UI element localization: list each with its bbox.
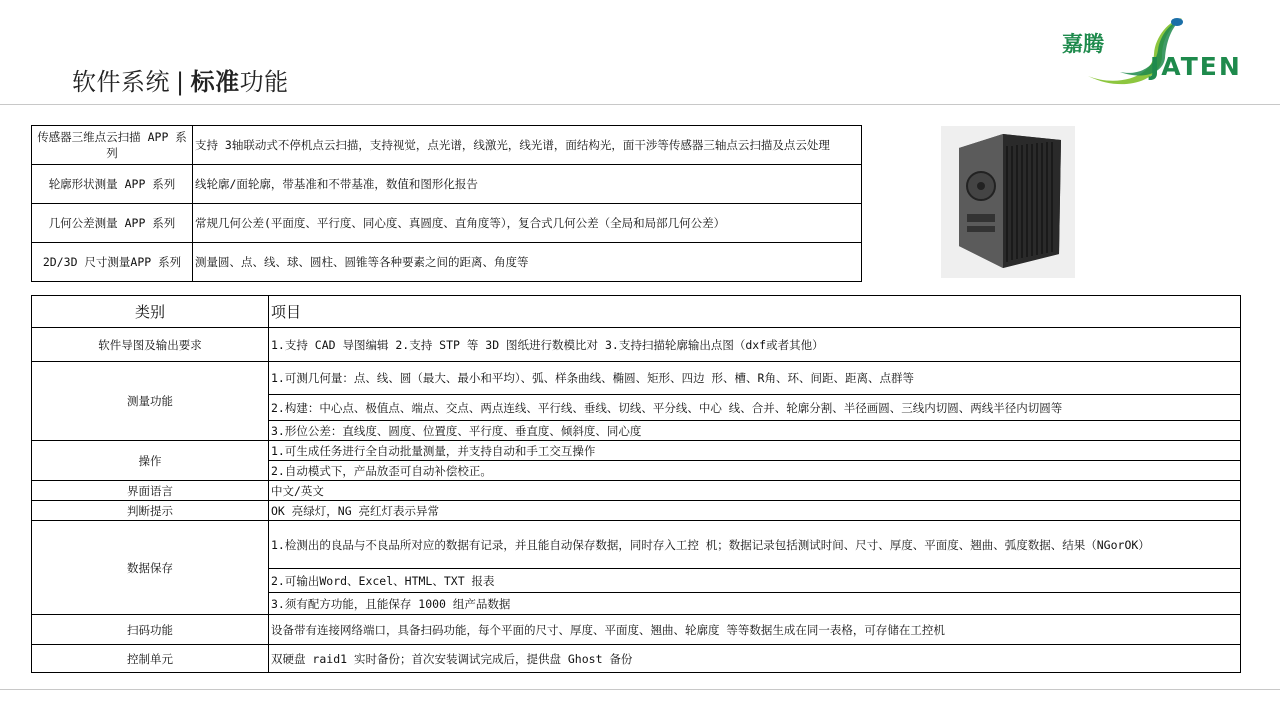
table-row (32, 521, 1241, 569)
logo-english-text: JATEN (1150, 52, 1242, 81)
company-logo (1058, 14, 1258, 88)
table-row (32, 645, 1241, 673)
row-label-operation: 操作 (32, 441, 269, 481)
row-label-scan: 扫码功能 (32, 615, 269, 645)
header-item: 项目 (269, 296, 1241, 328)
industrial-controller-icon (941, 126, 1075, 278)
row-value: OK 亮绿灯，NG 亮红灯表示异常 (269, 501, 1241, 521)
table-row (32, 501, 1241, 521)
app-series-name: 几何公差测量 APP 系列 (32, 204, 193, 243)
row-value: 3.形位公差：直线度、圆度、位置度、平行度、垂直度、倾斜度、同心度 (269, 421, 1241, 441)
row-label-export: 软件导图及输出要求 (32, 328, 269, 362)
row-value: 双硬盘 raid1 实时备份；首次安装调试完成后，提供盘 Ghost 备份 (269, 645, 1241, 673)
app-series-name: 轮廓形状测量 APP 系列 (32, 165, 193, 204)
app-series-name: 2D/3D 尺寸测量APP 系列 (32, 243, 193, 282)
page-title: 软件系统 | 标准功能 (72, 68, 289, 96)
software-app-table (31, 125, 862, 282)
row-label-control: 控制单元 (32, 645, 269, 673)
row-value: 2.构建：中心点、极值点、端点、交点、两点连线、平行线、垂线、切线、平分线、中心 线、合并、轮廓分割、半径画圆、三线内切圆、两线半径内切圆等 (269, 395, 1241, 421)
row-value: 1.支持 CAD 导图编辑 2.支持 STP 等 3D 图纸进行数模比对 3.支持扫描轮廓输出点图（dxf或者其他） (269, 328, 1241, 362)
row-label-measure: 测量功能 (32, 362, 269, 441)
table-row (32, 328, 1241, 362)
row-value: 1.可生成任务进行全自动批量测量，并支持自动和手工交互操作 (269, 441, 1241, 461)
table-row (32, 615, 1241, 645)
footer-divider (0, 689, 1280, 690)
spec-table (31, 295, 1241, 673)
row-label-language: 界面语言 (32, 481, 269, 501)
table-row (32, 204, 862, 243)
row-value: 1.可测几何量：点、线、圆（最大、最小和平均）、弧、样条曲线、椭圆、矩形、四边 形、槽、R角、环、间距、距离、点群等 (269, 362, 1241, 395)
header-category: 类别 (32, 296, 269, 328)
row-label-storage: 数据保存 (32, 521, 269, 615)
row-value: 3.须有配方功能，且能保存 1000 组产品数据 (269, 593, 1241, 615)
table-row (32, 362, 1241, 395)
row-value: 1.检测出的良品与不良品所对应的数据有记录，并且能自动保存数据，同时存入工控 机；数据记录包括测试时间、尺寸、厚度、平面度、翘曲、弧度数据、结果（NGorOK） (269, 521, 1241, 569)
product-image (941, 126, 1075, 278)
app-series-desc: 常规几何公差(平面度、平行度、同心度、真圆度、直角度等），复合式几何公差（全局和局部几何公差） (193, 204, 862, 243)
table-row (32, 243, 862, 282)
app-series-desc: 线轮廓/面轮廓，带基准和不带基准，数值和图形化报告 (193, 165, 862, 204)
row-value: 2.可输出Word、Excel、HTML、TXT 报表 (269, 569, 1241, 593)
table-header-row (32, 296, 1241, 328)
logo-chinese-text: 嘉腾 (1062, 32, 1104, 56)
table-row (32, 441, 1241, 461)
app-series-desc: 支持 3轴联动式不停机点云扫描，支持视觉，点光谱，线激光，线光谱，面结构光，面干涉等传感器三轴点云扫描及点云处理 (193, 126, 862, 165)
table-row (32, 126, 862, 165)
table-row (32, 481, 1241, 501)
app-series-name: 传感器三维点云扫描 APP 系列 (32, 126, 193, 165)
row-value: 设备带有连接网络端口，具备扫码功能，每个平面的尺寸、厚度、平面度、翘曲、轮廓度 等等数据生成在同一表格，可存储在工控机 (269, 615, 1241, 645)
table-row (32, 165, 862, 204)
header-divider (0, 104, 1280, 105)
row-value: 2.自动模式下，产品放歪可自动补偿校正。 (269, 461, 1241, 481)
row-value: 中文/英文 (269, 481, 1241, 501)
app-series-desc: 测量圆、点、线、球、圆柱、圆锥等各种要素之间的距离、角度等 (193, 243, 862, 282)
row-label-judge: 判断提示 (32, 501, 269, 521)
